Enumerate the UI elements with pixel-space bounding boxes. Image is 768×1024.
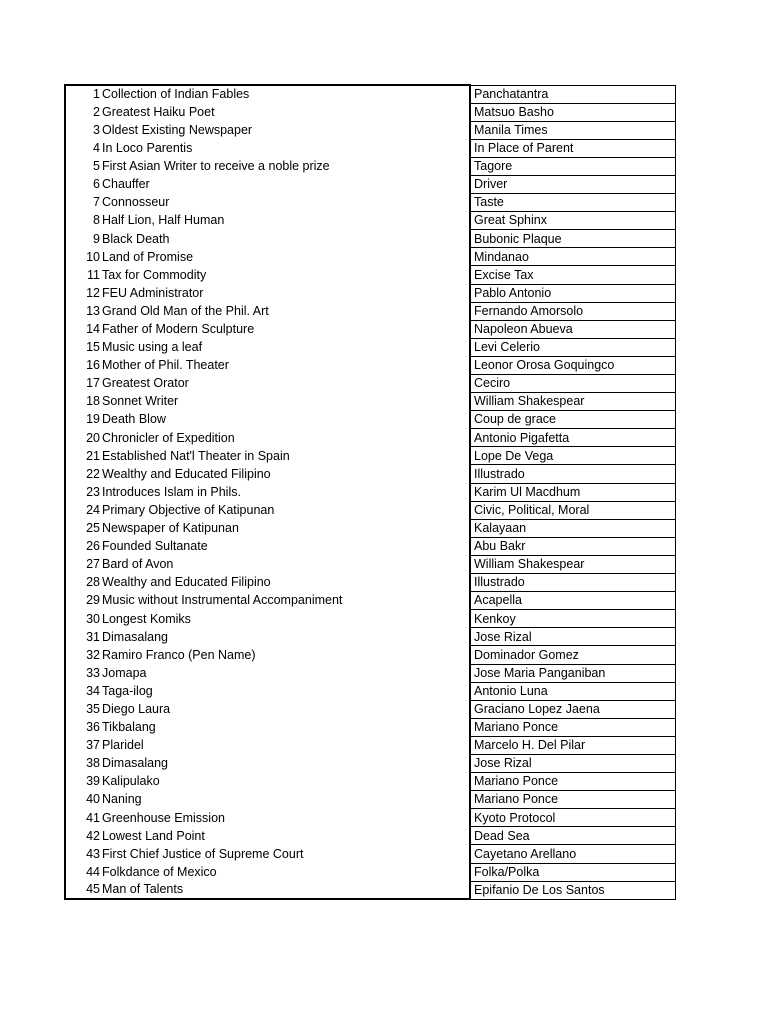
question-cell: Bard of Avon	[102, 557, 174, 572]
row-number-cell: 37	[65, 736, 101, 754]
answer-cell: Civic, Political, Moral	[470, 501, 675, 519]
answer-cell: Marcelo H. Del Pilar	[470, 736, 675, 754]
question-cell: Naning	[102, 792, 142, 807]
table-row	[65, 501, 675, 519]
table-row	[65, 574, 675, 592]
question-cell: First Chief Justice of Supreme Court	[102, 846, 304, 861]
question-cell: Wealthy and Educated Filipino	[102, 466, 271, 481]
row-number-cell: 27	[65, 555, 101, 573]
row-number-cell: 33	[65, 664, 101, 682]
row-number-cell: 43	[65, 845, 101, 863]
row-number-cell: 36	[65, 718, 101, 736]
row-number-cell: 9	[65, 230, 101, 248]
question-cell: Music without Instrumental Accompaniment	[102, 593, 343, 608]
table-row	[65, 429, 675, 447]
answer-cell: Jose Rizal	[470, 628, 675, 646]
answer-cell: Mariano Ponce	[470, 773, 675, 791]
question-cell: First Asian Writer to receive a noble prize	[102, 159, 330, 174]
answer-cell: Dominador Gomez	[470, 646, 675, 664]
answer-cell: Panchatantra	[470, 85, 675, 103]
table-row	[65, 773, 675, 791]
question-cell: Greatest Haiku Poet	[102, 104, 215, 119]
answer-cell: William Shakespear	[470, 555, 675, 573]
table-row	[65, 175, 675, 193]
row-number-cell: 30	[65, 610, 101, 628]
answer-cell: Taste	[470, 194, 675, 212]
row-number-cell: 25	[65, 519, 101, 537]
question-cell: Chronicler of Expedition	[102, 430, 235, 445]
question-cell: Lowest Land Point	[102, 828, 205, 843]
row-number-cell: 14	[65, 320, 101, 338]
question-cell: Collection of Indian Fables	[101, 85, 470, 103]
table-row	[65, 809, 675, 827]
table-row	[65, 845, 675, 863]
table-row	[65, 248, 675, 266]
row-number-cell: 38	[65, 754, 101, 772]
question-cell: Newspaper of Katipunan	[102, 521, 239, 536]
table-row	[65, 628, 675, 646]
table-row	[65, 230, 675, 248]
question-cell: FEU Administrator	[102, 285, 204, 300]
question-cell: Jomapa	[102, 665, 147, 680]
table-row	[65, 212, 675, 230]
answer-cell: Jose Maria Panganiban	[470, 664, 675, 682]
answer-cell: Manila Times	[470, 121, 675, 139]
answer-cell: William Shakespear	[470, 393, 675, 411]
row-number-cell: 42	[65, 827, 101, 845]
table-row	[65, 103, 675, 121]
answer-cell: Pablo Antonio	[470, 284, 675, 302]
row-number-cell: 18	[65, 393, 101, 411]
question-cell: Oldest Existing Newspaper	[102, 122, 253, 137]
quiz-table-body	[65, 85, 675, 899]
answer-cell: Karim Ul Macdhum	[470, 483, 675, 501]
question-cell: Kalipulako	[102, 774, 160, 789]
row-number-cell: 44	[65, 863, 101, 881]
row-number-cell: 41	[65, 809, 101, 827]
answer-cell: Matsuo Basho	[470, 103, 675, 121]
row-number-cell: 6	[65, 175, 101, 193]
table-row	[65, 682, 675, 700]
row-number-cell: 45	[65, 881, 101, 899]
question-cell: Black Death	[102, 231, 170, 246]
question-cell: Primary Objective of Katipunan	[102, 502, 275, 517]
answer-cell: Mariano Ponce	[470, 718, 675, 736]
answer-cell: Cayetano Arellano	[470, 845, 675, 863]
question-cell: Ramiro Franco (Pen Name)	[102, 647, 256, 662]
question-cell: Introduces Islam in Phils.	[102, 484, 241, 499]
table-row	[65, 121, 675, 139]
answer-cell: Antonio Luna	[470, 682, 675, 700]
table-row	[65, 537, 675, 555]
row-number-cell: 3	[65, 121, 101, 139]
row-number-cell: 5	[65, 157, 101, 175]
table-row	[65, 284, 675, 302]
row-number-cell: 31	[65, 628, 101, 646]
table-row	[65, 447, 675, 465]
row-number-cell: 11	[65, 266, 101, 284]
table-row	[65, 718, 675, 736]
row-number-cell: 8	[65, 212, 101, 230]
table-row	[65, 592, 675, 610]
answer-cell: Driver	[470, 175, 675, 193]
row-number-cell: 20	[65, 429, 101, 447]
row-number-cell: 15	[65, 338, 101, 356]
table-row	[65, 157, 675, 175]
question-cell: Land of Promise	[102, 249, 194, 264]
row-number-cell: 35	[65, 700, 101, 718]
table-row	[65, 555, 675, 573]
answer-cell: Excise Tax	[470, 266, 675, 284]
answer-cell: Bubonic Plaque	[470, 230, 675, 248]
question-cell: Chauffer	[102, 177, 150, 192]
question-cell: Dimasalang	[102, 756, 169, 771]
answer-cell: Leonor Orosa Goquingco	[470, 356, 675, 374]
question-cell: In Loco Parentis	[102, 141, 193, 156]
answer-cell: Ceciro	[470, 375, 675, 393]
question-cell: Greenhouse Emission	[102, 810, 225, 825]
row-number-cell: 19	[65, 411, 101, 429]
row-number-cell: 23	[65, 483, 101, 501]
question-cell: Half Lion, Half Human	[102, 213, 225, 228]
row-number-cell: 4	[65, 139, 101, 157]
question-cell: Folkdance of Mexico	[102, 864, 217, 879]
row-number-cell: 24	[65, 501, 101, 519]
answer-cell: Kenkoy	[470, 610, 675, 628]
answer-cell: Napoleon Abueva	[470, 320, 675, 338]
question-cell: Tikbalang	[102, 720, 156, 735]
question-cell: Established Nat'l Theater in Spain	[102, 448, 290, 463]
table-row	[65, 375, 675, 393]
table-row	[65, 610, 675, 628]
row-number-cell: 13	[65, 302, 101, 320]
answer-cell: Folka/Polka	[470, 863, 675, 881]
answer-cell: In Place of Parent	[470, 139, 675, 157]
row-number-cell: 2	[65, 103, 101, 121]
row-number-cell: 34	[65, 682, 101, 700]
question-cell: Longest Komiks	[102, 611, 191, 626]
table-row	[65, 85, 675, 103]
question-cell: Founded Sultanate	[102, 539, 208, 554]
quiz-table	[64, 84, 676, 900]
table-row	[65, 194, 675, 212]
answer-cell: Lope De Vega	[470, 447, 675, 465]
table-row	[65, 302, 675, 320]
answer-cell: Levi Celerio	[470, 338, 675, 356]
question-cell: Dimasalang	[102, 629, 169, 644]
row-number-cell: 17	[65, 375, 101, 393]
answer-cell: Antonio Pigafetta	[470, 429, 675, 447]
row-number-cell: 21	[65, 447, 101, 465]
answer-cell: Mindanao	[470, 248, 675, 266]
question-cell: Father of Modern Sculpture	[102, 322, 255, 337]
row-number-cell: 12	[65, 284, 101, 302]
question-cell: Mother of Phil. Theater	[102, 358, 229, 373]
table-row	[65, 320, 675, 338]
question-cell: Connosseur	[102, 195, 170, 210]
table-row	[65, 700, 675, 718]
row-number-cell: 28	[65, 574, 101, 592]
answer-cell: Great Sphinx	[470, 212, 675, 230]
question-cell: Music using a leaf	[102, 340, 203, 355]
answer-cell: Illustrado	[470, 465, 675, 483]
row-number-cell: 22	[65, 465, 101, 483]
row-number-cell: 29	[65, 592, 101, 610]
answer-cell: Dead Sea	[470, 827, 675, 845]
question-cell: Diego Laura	[102, 701, 171, 716]
table-row	[65, 266, 675, 284]
question-cell: Death Blow	[102, 412, 166, 427]
row-number-cell: 1	[65, 85, 101, 103]
table-row	[65, 664, 675, 682]
table-row	[65, 519, 675, 537]
table-row	[65, 754, 675, 772]
answer-cell: Illustrado	[470, 574, 675, 592]
table-row	[65, 139, 675, 157]
question-cell: Taga-ilog	[102, 683, 153, 698]
row-number-cell: 40	[65, 791, 101, 809]
table-row	[65, 881, 675, 899]
row-number-cell: 39	[65, 773, 101, 791]
question-cell: Grand Old Man of the Phil. Art	[102, 303, 269, 318]
answer-cell: Epifanio De Los Santos	[470, 881, 675, 899]
table-row	[65, 356, 675, 374]
answer-cell: Mariano Ponce	[470, 791, 675, 809]
table-row	[65, 483, 675, 501]
table-row	[65, 338, 675, 356]
question-cell: Wealthy and Educated Filipino	[102, 575, 271, 590]
answer-cell: Fernando Amorsolo	[470, 302, 675, 320]
row-number-cell: 26	[65, 537, 101, 555]
answer-cell: Tagore	[470, 157, 675, 175]
table-row	[65, 736, 675, 754]
question-cell: Greatest Orator	[102, 376, 189, 391]
answer-cell: Kyoto Protocol	[470, 809, 675, 827]
table-row	[65, 791, 675, 809]
table-row	[65, 863, 675, 881]
question-cell: Sonnet Writer	[102, 394, 179, 409]
answer-cell: Jose Rizal	[470, 754, 675, 772]
question-cell: Plaridel	[102, 738, 144, 753]
row-number-cell: 7	[65, 194, 101, 212]
table-row	[65, 465, 675, 483]
row-number-cell: 10	[65, 248, 101, 266]
question-cell: Tax for Commodity	[102, 267, 207, 282]
answer-cell: Kalayaan	[470, 519, 675, 537]
answer-cell: Abu Bakr	[470, 537, 675, 555]
question-cell: Man of Talents	[101, 881, 470, 899]
answer-cell: Acapella	[470, 592, 675, 610]
answer-cell: Graciano Lopez Jaena	[470, 700, 675, 718]
table-row	[65, 827, 675, 845]
answer-cell: Coup de grace	[470, 411, 675, 429]
table-row	[65, 393, 675, 411]
row-number-cell: 16	[65, 356, 101, 374]
table-row	[65, 411, 675, 429]
row-number-cell: 32	[65, 646, 101, 664]
table-row	[65, 646, 675, 664]
